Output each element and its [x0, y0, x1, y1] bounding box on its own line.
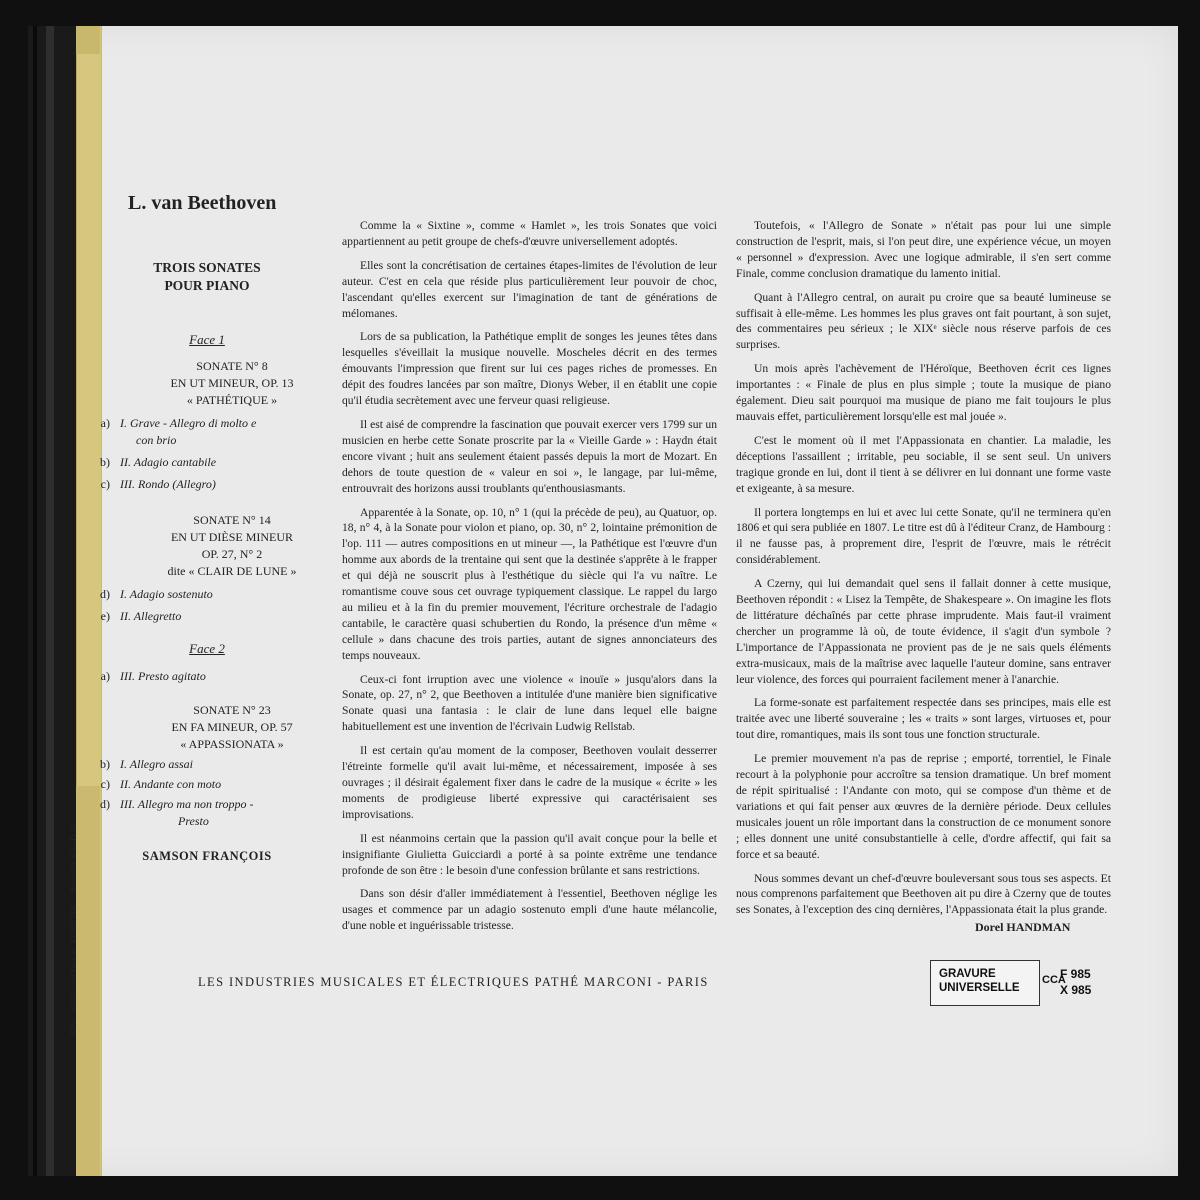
spine-band — [46, 26, 54, 1176]
publisher-footer: LES INDUSTRIES MUSICALES ET ÉLECTRIQUES PATHÉ MARCONI - PARIS — [198, 975, 709, 989]
movement-item: d) I. Adagio sostenuto — [100, 587, 213, 601]
liner-paragraph: Il portera longtemps en lui et avec lui cette Sonate, qu'il ne terminera qu'en 1806 et qui sera publiée en 1807. Le titre est dû à l'éditeur Cranz, de Hambourg : il ne fausse pas, à proprement dire, l'esprit de l'œuvre, mais le rétrécit considérablement. — [736, 505, 1111, 567]
catalog-number — [1060, 966, 1091, 998]
sonata-14-opus: OP. 27, N° 2 — [201, 547, 263, 561]
movement-item: c) II. Andante con moto — [100, 777, 222, 791]
notes-author: Dorel HANDMAN — [975, 920, 1071, 934]
spine-edge — [33, 26, 37, 1176]
catalog-line-2: X 985 — [1060, 983, 1092, 997]
gravure-universelle-sticker — [930, 960, 1040, 1006]
sonata-8-nickname: « PATHÉTIQUE » — [186, 393, 278, 407]
liner-paragraph: Il est aisé de comprendre la fascination que pouvait exercer vers 1799 sur un musicien en herbe cette Sonate proscrite par la « Vieille Garde » : Haydn était encore vivant ; huit ans seulement étaient passés depuis la mort de Mozart. En dehors de toute question de « valeur en soi », le langage, par lui-même, entrouvrait des horizons aussi troublants qu'enthousiasmants. — [342, 417, 717, 495]
liner-paragraph: Quant à l'Allegro central, on aurait pu croire que sa beauté lumineuse se suffisait à elle-même. Les hommes les plus graves ont fait pourtant, à son sujet, des commentaires peu sérieux ; le XIXᵉ siècle nous réserve parfois de ces surprises. — [736, 290, 1111, 352]
spine-imprint: IDN · Made in France "LUXETUI" · Breveté S.G.D.G. — [68, 822, 78, 1036]
sonata-8-key: EN UT MINEUR, OP. 13 — [170, 376, 294, 390]
composer-name: L. van Beethoven — [128, 192, 277, 214]
liner-paragraph: Dans son désir d'aller immédiatement à l'essentiel, Beethoven néglige les usages et commence par un adagio sostenuto empli d'une haute mélancolie, d'une noble et inguérissable tristesse. — [342, 887, 717, 933]
sonata-8-heading — [122, 358, 342, 409]
liner-paragraph: Comme la « Sixtine », comme « Hamlet », les trois Sonates que voici appartiennent au petit groupe de chefs-d'œuvre universellement adoptés. — [342, 219, 717, 248]
sonata-14-key: EN UT DIÈSE MINEUR — [170, 530, 294, 544]
liner-paragraph: Un mois après l'achèvement de l'Héroïque, Beethoven écrit ces lignes importantes : « Finale de plus en plus simple ; toute la musique de piano également. Dieu sait pourquoi ma musique de piano me fait toujours le plus mauvais effet, particulièrement lorsqu'elle est mal jouée ». — [736, 362, 1111, 423]
liner-paragraph: Nous sommes devant un chef-d'œuvre bouleversant sous tous ses aspects. Et nous comprenons parfaitement que Beethoven ait pu dire à Czerny que de toutes ses Sonates, à l'exception des cinq dernières, l'Appassionata était la plus grande. — [736, 871, 1111, 917]
face-1-heading: Face 1 — [189, 332, 225, 347]
liner-paragraph: Toutefois, « l'Allegro de Sonate » n'était pas pour lui une simple construction de l'esprit, mais, si l'on peut dire, une expérience vécue, un moyen « personnel » d'expression. Avec une logique admirable, il s'en sert comme Finale, comme conclusion dramatique du lamento initial. — [736, 219, 1111, 280]
liner-paragraph: Il est néanmoins certain que la passion qu'il avait conçue pour la belle et insignifiante Giulietta Guicciardi a porté à sa pointe extrême une tendance profonde de son être : le besoin d'une confession brûlante et sans restrictions. — [342, 831, 717, 877]
sonata-23-key: EN FA MINEUR, OP. 57 — [171, 720, 293, 734]
sonata-23-number: SONATE N° 23 — [193, 703, 271, 717]
face-2-heading: Face 2 — [189, 641, 225, 656]
liner-paragraph: Il est certain qu'au moment de la composer, Beethoven voulait desserrer l'étreinte formelle qu'il avait lui-même, et nécessairement, imposée à ses ouvrages ; il désirait également fixer dans le cadre de la musique « écrite » les moments de prodigieuse liberté expressive qui caractérisaient ses improvisations. — [342, 744, 717, 821]
movement-item: c) III. Rondo (Allegro) — [100, 477, 216, 491]
liner-paragraph: Ceux-ci font irruption avec une violence « inouïe » jusqu'alors dans la Sonate, op. 27, n° 2, que Beethoven a intitulée d'une manière bien significative Sonate quasi una fantasia : le clair de lune dans lequel elle baigne habituellement est une invention de l'écrivain Ludwig Rellstab. — [342, 672, 717, 734]
liner-notes-column-1 — [342, 218, 717, 942]
sonata-8-number: SONATE N° 8 — [196, 359, 268, 373]
spine-tape-top — [76, 26, 100, 54]
movement-item: b) I. Allegro assai — [100, 757, 194, 771]
liner-paragraph: Le premier mouvement n'a pas de reprise ; emporté, torrentiel, le Finale recourt à la polyphonie pour accroître sa tension dramatique. Un bref moment de répit spiritualisé : l'Andante con moto, qui se compose d'un thème et de variations et qui fait penser aux œuvres de la dernière période. Deux cellules musicales jouent un rôle important dans la construction de ce monument sonore ; elles donnent une unité consubstantielle à celle, d'ordre affectif, qui fait sa force et sa beauté. — [736, 752, 1111, 861]
sonata-23-heading — [122, 702, 342, 753]
sticker-line-1: GRAVURE — [939, 968, 996, 980]
liner-paragraph: Lors de sa publication, la Pathétique emplit de songes les jeunes têtes dans lesquelles s'éveillait la musique nouvelle. Moscheles décrit en des termes émouvants l'impression que firent sur lui ces pages riches de promesses. En dépit des foudres lancées par son maître, Dionys Weber, il en établit une copie qu'il étudia secrètement avec une ferveur quasi religieuse. — [342, 330, 717, 408]
album-title-line1: TROIS SONATES — [153, 260, 261, 275]
liner-paragraph: A Czerny, qui lui demandait quel sens il fallait donner à cette musique, Beethoven répondit : « Lisez la Tempête, de Shakespeare ». On imagine les flots de littérature déchaînés par cette phrase imprudente. Mais faut-il vraiment chercher un programme là où, de toute évidence, il s'agit d'un symbole ? L'importance de l'Appassionata ne provient pas de je ne sais quels éléments extra-musicaux, mais de la maîtrise avec laquelle l'auteur domine, sans entraver leur violence, des forces qui pourraient facilement mener à l'anarchie. — [736, 577, 1111, 686]
sonata-23-nickname: « APPASSIONATA » — [180, 737, 284, 751]
liner-notes-column-2 — [736, 218, 1111, 926]
liner-paragraph: Elles sont la concrétisation de certaines étapes-limites de l'évolution de leur auteur. C'est en cela que réside plus particulièrement leur pouvoir de choc, l'ascendant qu'elles exercent sur l'imagination de tant de générations de mélomanes. — [342, 258, 717, 320]
movement-item: d) III. Allegro ma non troppo - Presto — [100, 797, 254, 828]
liner-paragraph: La forme-sonate est parfaitement respectée dans ses principes, mais elle est traitée avec une liberté souveraine ; les « traits » sont larges, virtuoses et, pour tout dire, romantiques, mais ils sont tous une fonction structurale. — [736, 696, 1111, 742]
sonata-14-nickname: dite « CLAIR DE LUNE » — [167, 564, 297, 578]
performer-name: SAMSON FRANÇOIS — [142, 849, 272, 863]
sticker-line-2: UNIVERSELLE — [939, 982, 1020, 994]
liner-paragraph: C'est le moment où il met l'Appassionata en chantier. La maladie, les déceptions l'assaillent ; irritable, peu sociable, il se sent seul. Un univers tragique gronde en lui, dont il tient à se délivrer en lui donnant une forme vaste et exigeante, à sa mesure. — [736, 433, 1111, 495]
album-title-line2: POUR PIANO — [164, 278, 250, 293]
sticker-cca: CCA — [1042, 974, 1066, 986]
movement-item: a) III. Presto agitato — [100, 669, 206, 683]
liner-paragraph: Apparentée à la Sonate, op. 10, n° 1 (qui la précède de peu), au Quatuor, op. 18, n° 4, à la Sonate pour violon et piano, op. 30, n° 2, lointaine prémonition de l'op. 111 — autres compositions en ut mineur —, la Pathétique est l'œuvre d'un homme aux abords de la trentaine qui sent que la destinée s'apprête à le frapper et qui déjà ne souscrit plus à l'esthétique du siècle qui l'a vu naître. Le romantisme couve sous cet ouvrage typiquement classique. Le rappel du largo au milieu et à la fin du premier mouvement, l'écriture orchestrale de l'adagio cantabile, le caractère quasi schubertien du Rondo, la présence d'un même « cellule » dans chacune des trois parties, autant de signes annonciateurs des temps nouveaux. — [342, 505, 717, 662]
movement-item: e) II. Allegretto — [100, 609, 182, 623]
catalog-line-1: F 985 — [1060, 967, 1091, 981]
movement-item: a) I. Grave - Allegro di molto e con brio — [100, 416, 257, 447]
movement-item: b) II. Adagio cantabile — [100, 455, 217, 469]
sonata-14-heading — [122, 512, 342, 580]
sonata-14-number: SONATE N° 14 — [193, 513, 271, 527]
